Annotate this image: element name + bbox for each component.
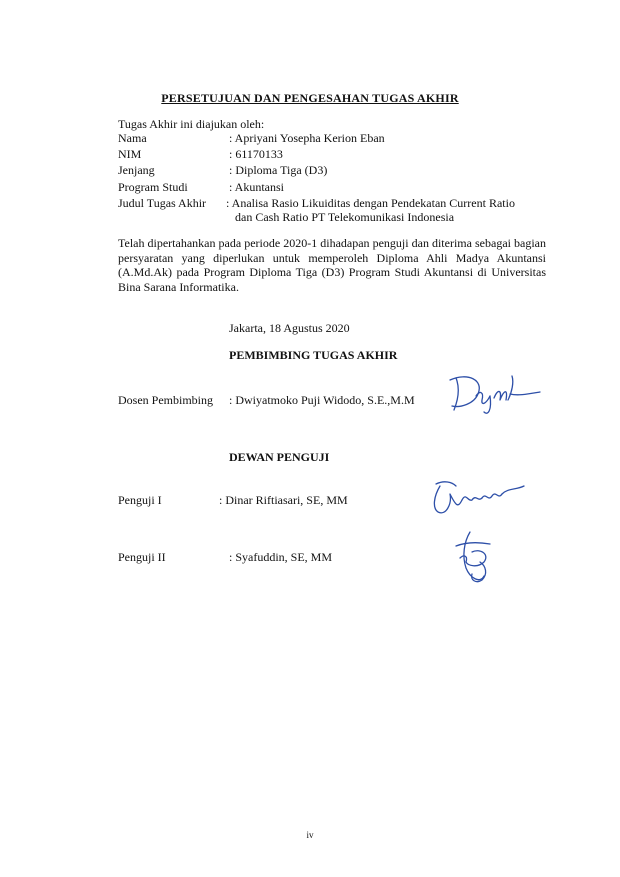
examiner-1-signature — [430, 478, 528, 518]
page-title: PERSETUJUAN DAN PENGESAHAN TUGAS AKHIR — [161, 91, 459, 105]
examiners-heading: DEWAN PENGUJI — [229, 450, 330, 464]
supervisor-name: : Dwiyatmoko Puji Widodo, S.E.,M.M — [229, 393, 415, 407]
field-value-program-studi: : Akuntansi — [229, 180, 285, 194]
supervisor-signature — [448, 370, 548, 416]
judul-line-1: : Analisa Rasio Likuiditas dengan Pendekatan Current Ratio — [226, 196, 515, 210]
supervisor-label: Dosen Pembimbing — [118, 393, 213, 407]
examiner-2-name: : Syafuddin, SE, MM — [229, 550, 333, 564]
examiner-1-name: : Dinar Riftiasari, SE, MM — [219, 493, 348, 507]
field-value-jenjang: : Diploma Tiga (D3) — [229, 163, 328, 177]
examiner-1-label: Penguji I — [118, 493, 162, 507]
field-label-nama: Nama — [118, 131, 147, 145]
field-label-jenjang: Jenjang — [118, 163, 155, 177]
field-label-judul: Judul Tugas Akhir — [118, 196, 207, 210]
field-value-judul — [226, 196, 544, 224]
supervisor-heading: PEMBIMBING TUGAS AKHIR — [229, 348, 398, 362]
field-value-nim: : 61170133 — [229, 147, 283, 161]
intro-text: Tugas Akhir ini diajukan oleh: — [118, 117, 265, 131]
field-label-program-studi: Program Studi — [118, 180, 188, 194]
examiner-2-signature — [450, 528, 500, 588]
field-value-nama: : Apriyani Yosepha Kerion Eban — [229, 131, 385, 145]
judul-line-2: dan Cash Ratio PT Telekomunikasi Indonesia — [235, 210, 455, 224]
approval-paragraph: Telah dipertahankan pada periode 2020-1 dihadapan penguji dan diterima sebagai bagian persyaratan yang diperlukan untuk memperoleh Diploma Ahli Madya Akuntansi (A.Md.Ak) pada Program Diploma Tiga (D3) Program Studi Akuntansi di Universitas Bina Sarana Informatika. — [118, 236, 546, 294]
page-number: iv — [306, 830, 314, 840]
field-label-nim: NIM — [118, 147, 142, 161]
examiner-2-label: Penguji II — [118, 550, 166, 564]
place-date: Jakarta, 18 Agustus 2020 — [229, 321, 350, 335]
